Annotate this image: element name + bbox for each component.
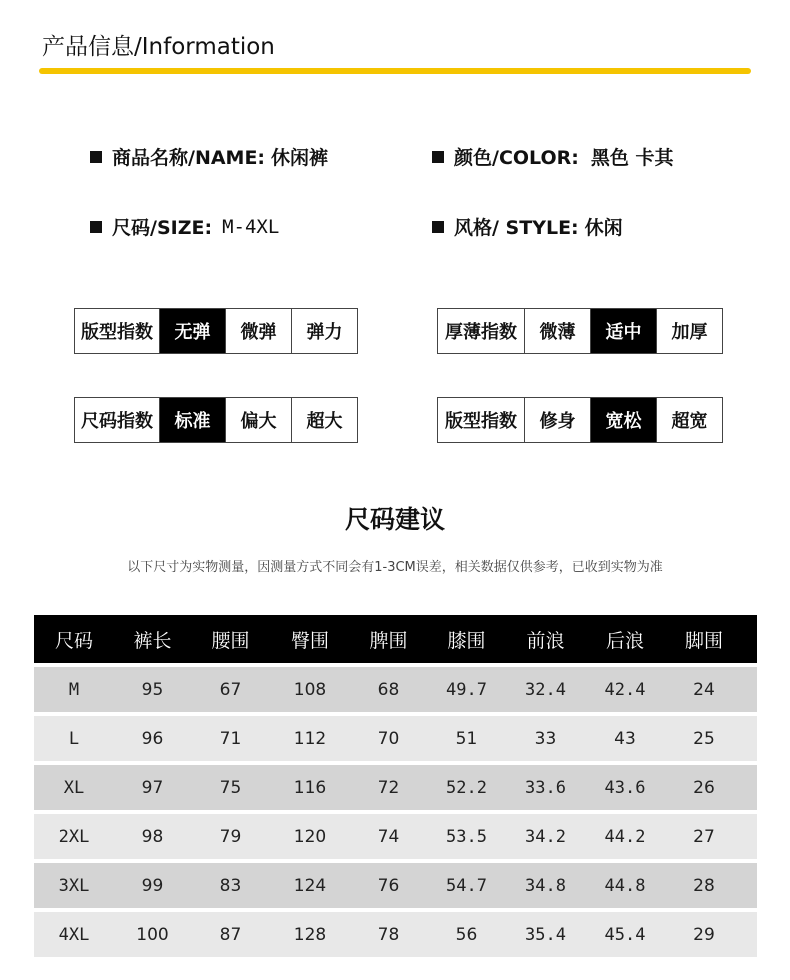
size-fit-option: 标准 (159, 398, 225, 442)
spec-style-value: 休闲 (584, 217, 623, 239)
table-cell: 26 (693, 777, 715, 798)
spec-color-value: 黑色 卡其 (590, 147, 674, 169)
size-fit-index (74, 397, 358, 443)
spec-size-value: M-4XL (222, 215, 280, 238)
table-cell: 98 (141, 826, 164, 847)
table-cell: 54.7 (446, 875, 487, 896)
cut-index-label: 版型指数 (445, 411, 517, 432)
table-cell: 24 (693, 679, 715, 700)
table-cell: 120 (293, 826, 327, 847)
thickness-index (437, 308, 723, 354)
table-row (34, 716, 757, 761)
bullet-square-icon (90, 151, 102, 163)
spec-name-label: 商品名称/NAME: (112, 147, 266, 169)
bullet-square-icon (432, 221, 444, 233)
table-header-cell: 膝围 (447, 629, 486, 652)
table-cell: 72 (377, 777, 400, 798)
table-size-cell: XL (63, 777, 85, 798)
table-row (34, 814, 757, 859)
table-header-cell: 脾围 (369, 629, 408, 652)
table-cell: 53.5 (446, 826, 487, 847)
table-cell: 74 (377, 826, 400, 847)
table-header-cell: 脚围 (684, 629, 723, 652)
cut-option: 修身 (524, 398, 590, 442)
table-cell: 25 (693, 728, 715, 749)
spec-name-value: 休闲裤 (271, 147, 329, 169)
table-cell: 100 (136, 924, 169, 945)
table-cell: 67 (219, 679, 242, 700)
table-header-cell: 前浪 (526, 629, 565, 652)
elasticity-index-label: 版型指数 (81, 322, 153, 343)
size-section-note: 以下尺寸为实物测量，因测量方式不同会有1-3CM误差，相关数据仅供参考，已收到实物为准 (127, 560, 663, 575)
spec-name (90, 143, 328, 170)
thickness-option: 适中 (590, 309, 656, 353)
table-cell: 99 (141, 875, 164, 896)
table-cell: 76 (377, 875, 400, 896)
table-cell: 33.6 (525, 777, 566, 798)
table-cell: 52.2 (446, 777, 487, 798)
size-section-title: 尺码建议 (344, 505, 445, 534)
table-row (34, 765, 757, 810)
spec-color (432, 143, 673, 170)
spec-size-label: 尺码/SIZE: (112, 217, 213, 239)
elasticity-index (74, 308, 358, 354)
table-cell: 49.7 (446, 679, 487, 700)
thickness-option: 微薄 (524, 309, 590, 353)
table-cell: 71 (219, 728, 242, 749)
table-cell: 56 (455, 924, 478, 945)
table-cell: 35.4 (525, 924, 566, 945)
table-cell: 70 (377, 728, 400, 749)
table-cell: 43 (614, 728, 636, 749)
table-row (34, 863, 757, 908)
size-table-body (34, 667, 757, 957)
table-cell: 44.2 (604, 826, 646, 847)
table-header-cell: 后浪 (605, 629, 644, 652)
table-size-cell: 3XL (58, 875, 90, 896)
table-cell: 83 (219, 875, 242, 896)
table-cell: 43.6 (604, 777, 646, 798)
table-cell: 124 (293, 875, 327, 896)
cut-option: 超宽 (656, 398, 722, 442)
table-size-cell: L (68, 728, 80, 749)
cut-index (437, 397, 723, 443)
size-table-header (34, 615, 757, 663)
table-cell: 34.2 (525, 826, 566, 847)
table-cell: 95 (141, 679, 164, 700)
spec-size (90, 213, 279, 240)
table-cell: 51 (455, 728, 478, 749)
thickness-index-label: 厚薄指数 (445, 322, 517, 343)
table-cell: 87 (219, 924, 242, 945)
table-cell: 42.4 (604, 679, 646, 700)
table-cell: 33 (534, 728, 557, 749)
bullet-square-icon (90, 221, 102, 233)
table-cell: 97 (141, 777, 164, 798)
bullet-square-icon (432, 151, 444, 163)
size-fit-index-label: 尺码指数 (81, 411, 153, 432)
table-cell: 78 (377, 924, 400, 945)
table-cell: 34.8 (525, 875, 566, 896)
size-fit-option: 偏大 (225, 398, 291, 442)
elasticity-option: 微弹 (225, 309, 291, 353)
table-cell: 79 (219, 826, 242, 847)
size-fit-option: 超大 (291, 398, 357, 442)
elasticity-option: 弹力 (291, 309, 357, 353)
spec-style (432, 213, 623, 240)
size-table (34, 615, 757, 957)
table-cell: 32.4 (525, 679, 566, 700)
table-size-cell: M (68, 679, 80, 700)
cut-option: 宽松 (590, 398, 656, 442)
table-cell: 96 (141, 728, 164, 749)
spec-color-label: 颜色/COLOR: (454, 147, 579, 169)
table-cell: 108 (293, 679, 327, 700)
spec-style-label: 风格/ STYLE: (454, 217, 579, 239)
table-header-cell: 臀围 (290, 629, 329, 652)
table-cell: 68 (377, 679, 400, 700)
thickness-option: 加厚 (656, 309, 722, 353)
table-size-cell: 2XL (58, 826, 90, 847)
table-row (34, 667, 757, 712)
table-cell: 112 (293, 728, 327, 749)
header-underline (39, 68, 751, 74)
table-size-cell: 4XL (58, 924, 90, 945)
table-cell: 29 (693, 924, 715, 945)
table-cell: 28 (693, 875, 715, 896)
table-cell: 75 (219, 777, 242, 798)
table-header-cell: 尺码 (54, 629, 93, 652)
table-cell: 27 (693, 826, 715, 847)
table-header-cell: 裤长 (133, 629, 172, 652)
elasticity-option: 无弹 (159, 309, 225, 353)
table-header-cell: 腰围 (211, 629, 250, 652)
table-cell: 128 (293, 924, 327, 945)
page-title: 产品信息/Information (42, 34, 275, 60)
table-cell: 44.8 (604, 875, 646, 896)
table-cell: 45.4 (604, 924, 646, 945)
table-row (34, 912, 757, 957)
table-cell: 116 (293, 777, 327, 798)
